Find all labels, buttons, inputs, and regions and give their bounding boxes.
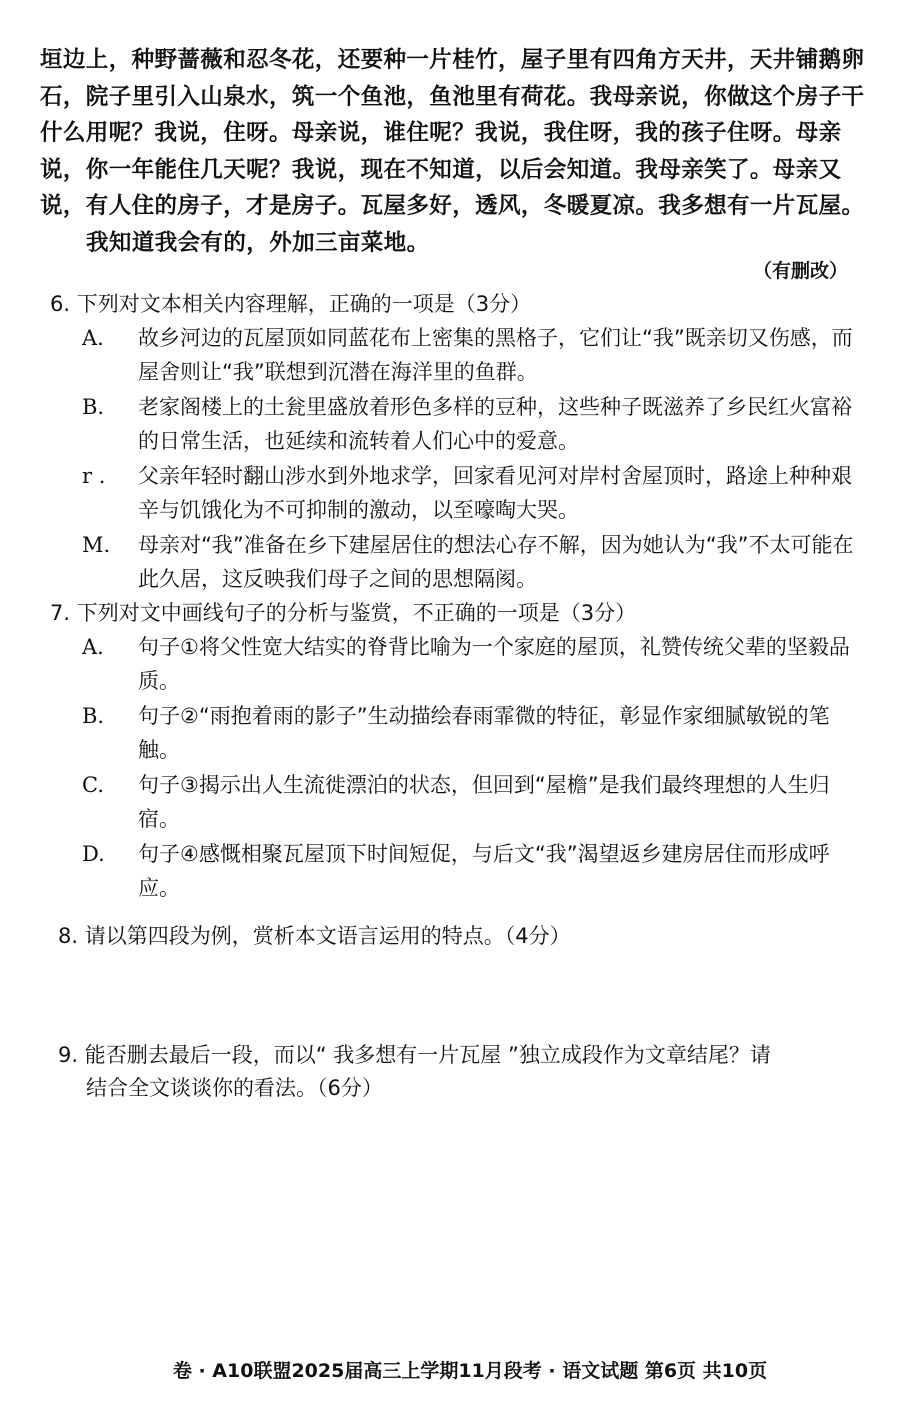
question-9-stem-line2: 结合全文谈谈你的看法。（6分）	[86, 1076, 383, 1100]
passage-paragraph: 垣边上，种野蔷薇和忍冬花，还要种一片桂竹，屋子里有四角方天井，天井铺鹅卵石，院子里引入山泉水，筑一个鱼池，鱼池里有荷花。我母亲说，你做这个房子干什么用呢？我说，住呀。母亲说，谁住呢？我说，我住呀，我的孩子住呀。母亲说，你一年能住几天呢？我说，现在不知道，以后会知道。我母亲笑了。母亲又说，有人住的房子，才是房子。瓦屋多好，透风，冬暖夏凉。我多想有一片瓦屋。	[40, 47, 865, 219]
question-7-stem: 7. 下列对文中画线句子的分析与鉴赏，不正确的一项是（3分）	[50, 601, 637, 625]
option-letter: r .	[82, 464, 106, 488]
spacer	[40, 906, 870, 920]
question-7-option-c	[40, 768, 870, 836]
option-letter: B.	[82, 395, 105, 419]
option-text: 句子②“雨抱着雨的影子”生动描绘春雨霏微的特征，彰显作家细腻敏锐的笔触。	[138, 704, 830, 762]
option-letter: A.	[82, 635, 104, 659]
question-8-stem: 8. 请以第四段为例，赏析本文语言运用的特点。（4分）	[58, 924, 571, 948]
answer-space	[40, 953, 870, 1039]
question-9-stem	[40, 1039, 870, 1105]
question-7-option-a	[40, 630, 870, 698]
question-6-stem: 6. 下列对文本相关内容理解，正确的一项是（3分）	[50, 292, 532, 316]
option-letter: C.	[82, 773, 104, 797]
question-7-option-d	[40, 837, 870, 905]
option-text: 父亲年轻时翻山涉水到外地求学，回家看见河对岸村舍屋顶时，路途上种种艰辛与饥饿化为不可抑制的激动，以至嚎啕大哭。	[138, 464, 852, 522]
option-text: 句子①将父性宽大结实的脊背比喻为一个家庭的屋顶，礼赞传统父辈的坚毅品质。	[138, 635, 850, 693]
option-text: 句子④感慨相聚瓦屋顶下时间短促，与后文“我”渴望返乡建房居住而形成呼应。	[138, 842, 830, 900]
questions-section	[40, 288, 870, 1105]
question-6-option-a	[40, 321, 870, 389]
option-text: 故乡河边的瓦屋顶如同蓝花布上密集的黑格子，它们让“我”既亲切又伤感，而屋舍则让“我”联想到沉潜在海洋里的鱼群。	[138, 326, 853, 384]
question-6-option-b	[40, 390, 870, 458]
option-letter: A.	[82, 326, 104, 350]
passage-paragraph: 我知道我会有的，外加三亩菜地。	[86, 229, 430, 256]
option-letter: B.	[82, 704, 105, 728]
option-text: 句子③揭示出人生流徙漂泊的状态，但回到“屋檐”是我们最终理想的人生归宿。	[138, 773, 830, 831]
question-6-option-c	[40, 459, 870, 527]
page-footer: 卷 · A10联盟2025届高三上学期11月段考 · 语文试题 第6页 共10页	[172, 1360, 768, 1382]
reading-passage	[40, 42, 870, 261]
option-letter: D.	[82, 842, 105, 866]
option-text: 母亲对“我”准备在乡下建屋居住的想法心存不解，因为她认为“我”不太可能在此久居，这反映我们母子之间的思想隔阂。	[138, 533, 854, 591]
source-note: （有删改）	[752, 260, 848, 282]
question-6-option-d	[40, 528, 870, 596]
question-9-stem-line1: 9. 能否删去最后一段，而以“ 我多想有一片瓦屋 ”独立成段作为文章结尾？请	[58, 1043, 771, 1067]
option-text: 老家阁楼上的土瓮里盛放着形色多样的豆种，这些种子既滋养了乡民红火富裕的日常生活，也延续和流转着人们心中的爱意。	[138, 395, 852, 453]
question-7-option-b	[40, 699, 870, 767]
option-letter: M.	[82, 533, 111, 557]
